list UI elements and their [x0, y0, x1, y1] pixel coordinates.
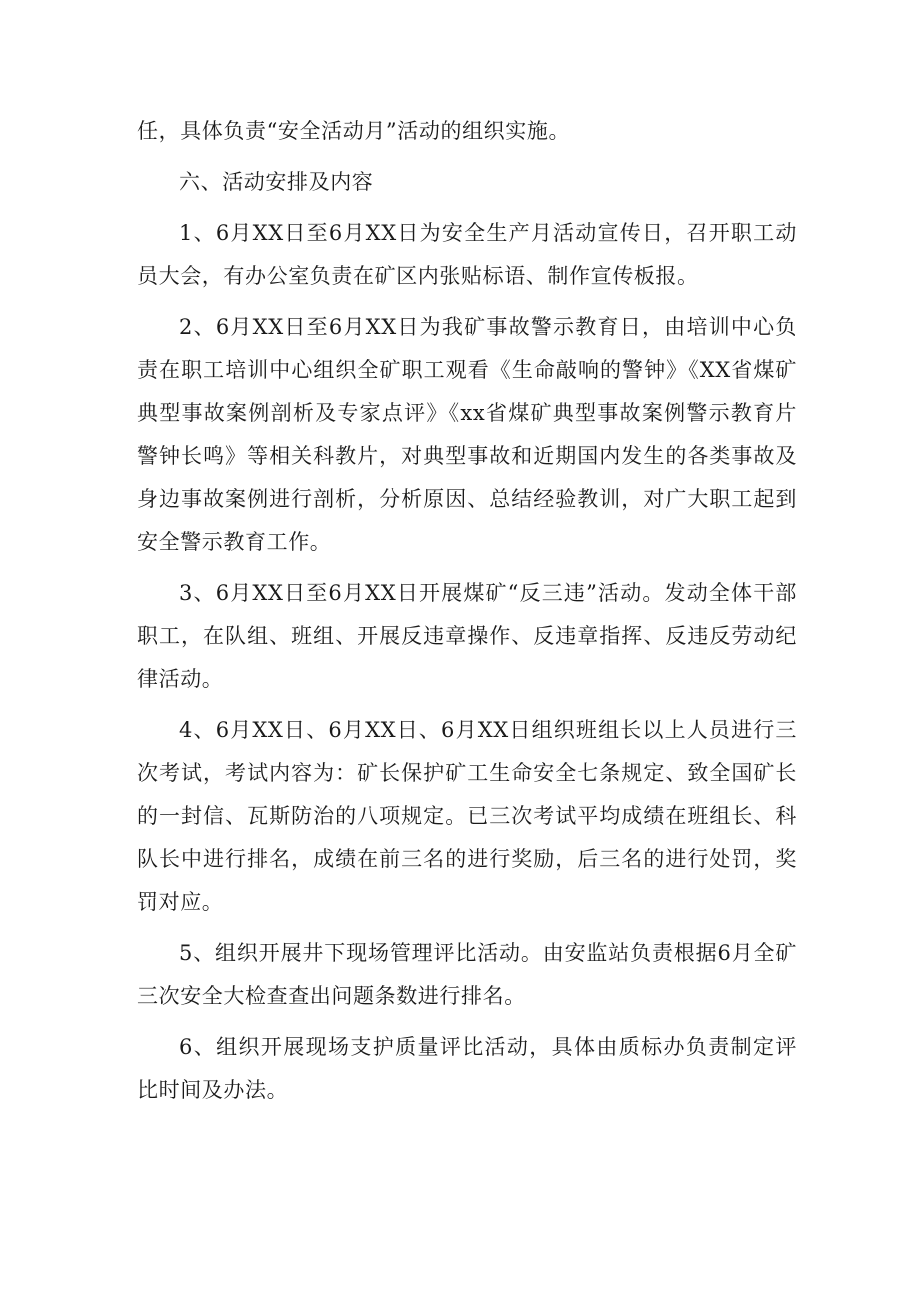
list-item-4: 4、6月XX日、6月XX日、6月XX日组织班组长以上人员进行三次考试，考试内容为：矿长保护矿工生命安全七条规定、致全国矿长的一封信、瓦斯防治的八项规定。已三次考试平均成绩在班组长、科队长中进行排名，成绩在前三名的进行奖励，后三名的进行处罚，奖罚对应。	[137, 718, 797, 914]
paragraph-continuation: 任，具体负责“安全活动月”活动的组织实施。	[137, 119, 571, 143]
list-item-5: 5、组织开展井下现场管理评比活动。由安监站负责根据6月全矿三次安全大检查查出问题条数进行排名。	[137, 941, 797, 1008]
section-heading-activity-arrangement: 六、活动安排及内容	[179, 170, 374, 194]
list-item-3: 3、6月XX日至6月XX日开展煤矿“反三违”活动。发动全体干部职工，在队组、班组、开展反违章操作、反违章指挥、反违反劳动纪律活动。	[137, 581, 797, 691]
list-item-2: 2、6月XX日至6月XX日为我矿事故警示教育日，由培训中心负责在职工培训中心组织全矿职工观看《生命敲响的警钟》《XX省煤矿典型事故案例剖析及专家点评》《xx省煤矿典型事故案例警示教育片警钟长鸣》等相关科教片，对典型事故和近期国内发生的各类事故及身边事故案例进行剖析，分析原因、总结经验教训，对广大职工起到安全警示教育工作。	[137, 315, 797, 554]
list-item-6: 6、组织开展现场支护质量评比活动，具体由质标办负责制定评比时间及办法。	[137, 1035, 797, 1102]
list-item-1: 1、6月XX日至6月XX日为安全生产月活动宣传日，召开职工动员大会，有办公室负责在矿区内张贴标语、制作宣传板报。	[137, 221, 797, 288]
document-body	[137, 110, 797, 1120]
